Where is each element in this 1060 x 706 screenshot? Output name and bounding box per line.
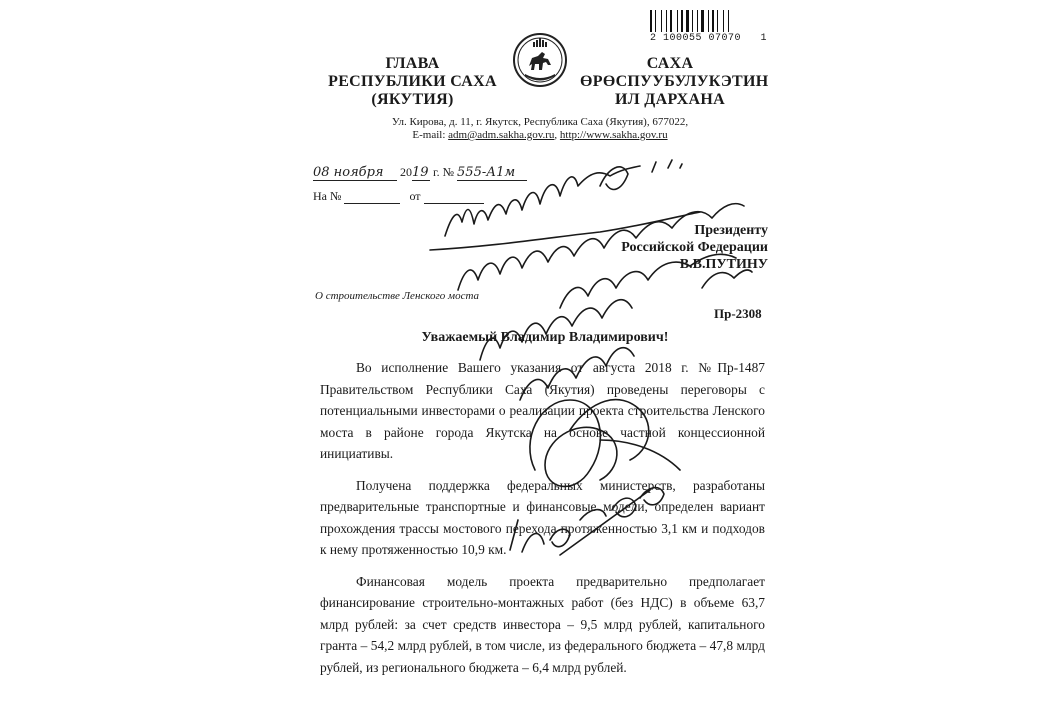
barcode-bar bbox=[657, 10, 660, 32]
barcode-bar bbox=[663, 10, 665, 32]
barcode-bar bbox=[661, 10, 662, 32]
barcode-bar bbox=[653, 10, 654, 32]
barcode-bar bbox=[694, 10, 696, 32]
addressee-line-3: В.В.ПУТИНУ bbox=[679, 257, 768, 272]
header-right bbox=[580, 55, 769, 109]
barcode-bar bbox=[708, 10, 709, 32]
reference-label: На № bbox=[313, 189, 342, 203]
barcode-bar bbox=[666, 10, 667, 32]
header-right-line-1: САХА bbox=[646, 55, 694, 72]
barcode-bar bbox=[710, 10, 711, 32]
barcode-bar bbox=[725, 10, 727, 32]
subject: О строительстве Ленского моста bbox=[315, 290, 480, 302]
barcode-bar bbox=[728, 10, 729, 32]
outgoing-date: 08 ноября bbox=[313, 165, 397, 181]
barcode-bar bbox=[690, 10, 691, 32]
barcode-bar bbox=[719, 10, 722, 32]
outgoing-number: 555-А1м bbox=[457, 165, 527, 181]
barcode-bar bbox=[697, 10, 698, 32]
barcode-bar bbox=[723, 10, 724, 32]
greeting: Уважаемый Владимир Владимирович! bbox=[421, 330, 669, 345]
website-link[interactable]: http://www.sakha.gov.ru bbox=[559, 129, 668, 141]
barcode-bar bbox=[681, 10, 683, 32]
addressee-line-2: Российской Федерации bbox=[621, 240, 768, 255]
barcode-bar bbox=[686, 10, 689, 32]
barcode bbox=[650, 10, 768, 44]
address-block bbox=[360, 116, 720, 142]
barcode-bar bbox=[715, 10, 716, 32]
contact-separator: , bbox=[554, 129, 560, 141]
year-prefix: 20 bbox=[400, 165, 412, 179]
header-right-line-2: ӨРӨСПУУБУЛУКЭТИН bbox=[580, 73, 769, 90]
header-right-line-3: ИЛ ДАРХАНА bbox=[615, 91, 725, 108]
barcode-bar bbox=[692, 10, 693, 32]
barcode-bar bbox=[730, 10, 731, 32]
addressee-line-1: Президенту bbox=[694, 223, 768, 238]
barcode-bar bbox=[673, 10, 676, 32]
year-handwritten: 19 bbox=[412, 165, 429, 180]
reference-number-blank bbox=[344, 191, 400, 204]
email-label: E-mail: bbox=[412, 129, 449, 141]
sakha-coat-of-arms-icon bbox=[512, 32, 568, 88]
barcode-number: 2 100055 07070 1 bbox=[650, 33, 768, 44]
paragraph-2: Получена поддержка федеральных министерств, разработаны предварительные транспортные и финансовые модели, определен вариант прохождения трассы мостового перехода протяженностью 3,1 км и подходов к нему протяженностью 10,9 км. bbox=[320, 477, 765, 557]
barcode-bar bbox=[705, 10, 707, 32]
paragraph-3: Финансовая модель проекта предварительно предполагает финансирование строительно-монтажных работ (без НДС) в объеме 63,7 млрд рублей: за счет средств инвестора – 9,5 млрд рублей, капитального гранта – 54,2 млрд рублей, в том числе, из федерального бюджета – 47,8 млрд рублей, из регионального бюджета – 6,4 млрд рублей. bbox=[320, 573, 765, 675]
reference-from-label: от bbox=[409, 189, 421, 203]
letter-body bbox=[320, 357, 765, 678]
contact-line bbox=[360, 129, 720, 142]
address-line: Ул. Кирова, д. 11, г. Якутск, Республика Саха (Якутия), 677022, bbox=[391, 116, 689, 128]
barcode-bar bbox=[684, 10, 685, 32]
header-left-line-2: РЕСПУБЛИКИ САХА bbox=[328, 73, 497, 90]
header-left-line-3: (ЯКУТИЯ) bbox=[371, 91, 454, 108]
barcode-bar bbox=[670, 10, 672, 32]
barcode-bar bbox=[679, 10, 680, 32]
paragraph-1: Во исполнение Вашего указания от августа 2018 г. №Пр-1487 Правительством Республики Саха (Якутия) проведены переговоры с потенциальными инвесторами о реализации проекта строительства Ленского моста в районе города Якутска на основе частной концессионной инициативы. bbox=[320, 360, 765, 461]
barcode-bar bbox=[677, 10, 678, 32]
registration-number: Пр-2308 bbox=[714, 306, 762, 321]
barcode-bar bbox=[650, 10, 652, 32]
header-left-line-1: ГЛАВА bbox=[385, 55, 440, 72]
barcode-bar bbox=[655, 10, 656, 32]
outgoing-line bbox=[313, 165, 543, 181]
barcode-bars bbox=[650, 10, 740, 32]
addressee-block bbox=[560, 222, 768, 273]
barcode-bar bbox=[668, 10, 669, 32]
header-left bbox=[320, 55, 505, 109]
reference-date-blank bbox=[424, 191, 484, 204]
reference-line bbox=[313, 189, 484, 204]
number-label: г. № bbox=[433, 165, 455, 179]
barcode-bar bbox=[699, 10, 700, 32]
barcode-bar bbox=[717, 10, 718, 32]
barcode-bar bbox=[701, 10, 704, 32]
email-link[interactable]: adm@adm.sakha.gov.ru bbox=[448, 129, 555, 141]
barcode-bar bbox=[712, 10, 714, 32]
